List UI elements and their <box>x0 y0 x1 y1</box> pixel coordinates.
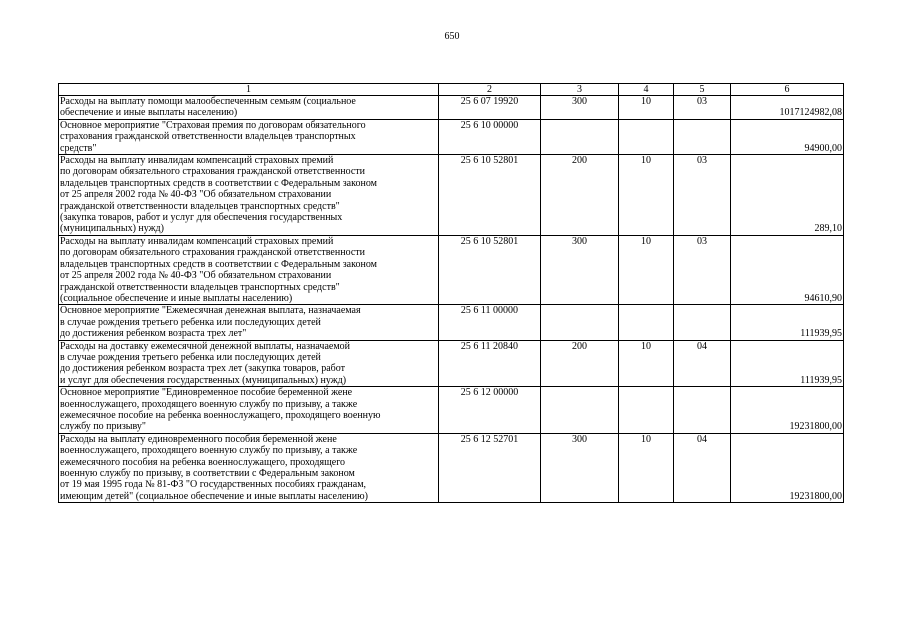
header-col-5: 5 <box>674 84 731 96</box>
table-row <box>59 119 844 154</box>
row-col4: 10 <box>619 235 674 304</box>
row-amount: 111939,95 <box>731 340 844 387</box>
row-col5: 03 <box>674 155 731 236</box>
row-col4 <box>619 305 674 340</box>
row-amount: 1017124982,08 <box>731 96 844 120</box>
row-amount: 289,10 <box>731 155 844 236</box>
row-description: Расходы на выплату единовременного пособия беременной жене военнослужащего, проходящего военную службу по призыву, а также ежемесячного пособия на ребенка военнослужащего, проходящего военную службу по призыву, в соответствии с Федеральным законом от 19 мая 1995 года № 81-ФЗ "О государственных пособиях гражданам, имеющим детей" (социальное обеспечение и иные выплаты населению) <box>59 433 439 502</box>
row-col5 <box>674 119 731 154</box>
row-code: 25 6 12 00000 <box>439 387 541 434</box>
row-amount: 111939,95 <box>731 305 844 340</box>
table-row <box>59 433 844 502</box>
row-col5: 04 <box>674 433 731 502</box>
row-col3: 200 <box>541 155 619 236</box>
row-code: 25 6 10 00000 <box>439 119 541 154</box>
table-row <box>59 235 844 304</box>
header-col-1: 1 <box>59 84 439 96</box>
row-col5 <box>674 387 731 434</box>
budget-table <box>58 83 844 503</box>
table-row <box>59 340 844 387</box>
page-number: 650 <box>444 31 460 42</box>
row-col3: 300 <box>541 235 619 304</box>
row-description: Расходы на доставку ежемесячной денежной выплаты, назначаемой в случае рождения третьего ребенка или последующих детей до достижения ребенком возраста трех лет (закупка товаров, работ и услуг для обеспечения государственных (муниципальных) нужд) <box>59 340 439 387</box>
row-code: 25 6 11 00000 <box>439 305 541 340</box>
row-col4: 10 <box>619 155 674 236</box>
header-row <box>59 84 844 96</box>
row-col5: 03 <box>674 96 731 120</box>
row-description: Основное мероприятие "Ежемесячная денежная выплата, назначаемая в случае рождения третьего ребенка или последующих детей до достижения ребенком возраста трех лет" <box>59 305 439 340</box>
row-amount: 19231800,00 <box>731 387 844 434</box>
row-col4: 10 <box>619 433 674 502</box>
header-col-3: 3 <box>541 84 619 96</box>
row-col5 <box>674 305 731 340</box>
header-col-6: 6 <box>731 84 844 96</box>
row-code: 25 6 07 19920 <box>439 96 541 120</box>
row-col3: 300 <box>541 96 619 120</box>
header-col-4: 4 <box>619 84 674 96</box>
row-description: Расходы на выплату помощи малообеспеченным семьям (социальное обеспечение и иные выплаты населению) <box>59 96 439 120</box>
row-col3: 200 <box>541 340 619 387</box>
row-amount: 94610,90 <box>731 235 844 304</box>
row-col3: 300 <box>541 433 619 502</box>
row-amount: 94900,00 <box>731 119 844 154</box>
row-col4 <box>619 387 674 434</box>
row-code: 25 6 11 20840 <box>439 340 541 387</box>
row-col3 <box>541 387 619 434</box>
table-row <box>59 305 844 340</box>
row-col5: 04 <box>674 340 731 387</box>
row-code: 25 6 12 52701 <box>439 433 541 502</box>
row-col4: 10 <box>619 340 674 387</box>
table-row <box>59 155 844 236</box>
table-row <box>59 96 844 120</box>
row-col4 <box>619 119 674 154</box>
row-description: Расходы на выплату инвалидам компенсаций страховых премий по договорам обязательного страхования гражданской ответственности владельцев транспортных средств в соответствии с Федеральным законом от 25 апреля 2002 года № 40-ФЗ "Об обязательном страховании гражданской ответственности владельцев транспортных средств" (социальное обеспечение и иные выплаты населению) <box>59 235 439 304</box>
row-code: 25 6 10 52801 <box>439 235 541 304</box>
row-col4: 10 <box>619 96 674 120</box>
row-code: 25 6 10 52801 <box>439 155 541 236</box>
row-description: Основное мероприятие "Страховая премия по договорам обязательного страхования гражданской ответственности владельцев транспортных средств" <box>59 119 439 154</box>
row-col5: 03 <box>674 235 731 304</box>
row-col3 <box>541 305 619 340</box>
row-description: Основное мероприятие "Единовременное пособие беременной жене военнослужащего, проходящего военную службу по призыву, а также ежемесячное пособие на ребенка военнослужащего, проходящего военную службу по призыву" <box>59 387 439 434</box>
header-col-2: 2 <box>439 84 541 96</box>
row-description: Расходы на выплату инвалидам компенсаций страховых премий по договорам обязательного страхования гражданской ответственности владельцев транспортных средств в соответствии с Федеральным законом от 25 апреля 2002 года № 40-ФЗ "Об обязательном страховании гражданской ответственности владельцев транспортных средств" (закупка товаров, работ и услуг для обеспечения государственных (муниципальных) нужд) <box>59 155 439 236</box>
table-row <box>59 387 844 434</box>
row-col3 <box>541 119 619 154</box>
row-amount: 19231800,00 <box>731 433 844 502</box>
